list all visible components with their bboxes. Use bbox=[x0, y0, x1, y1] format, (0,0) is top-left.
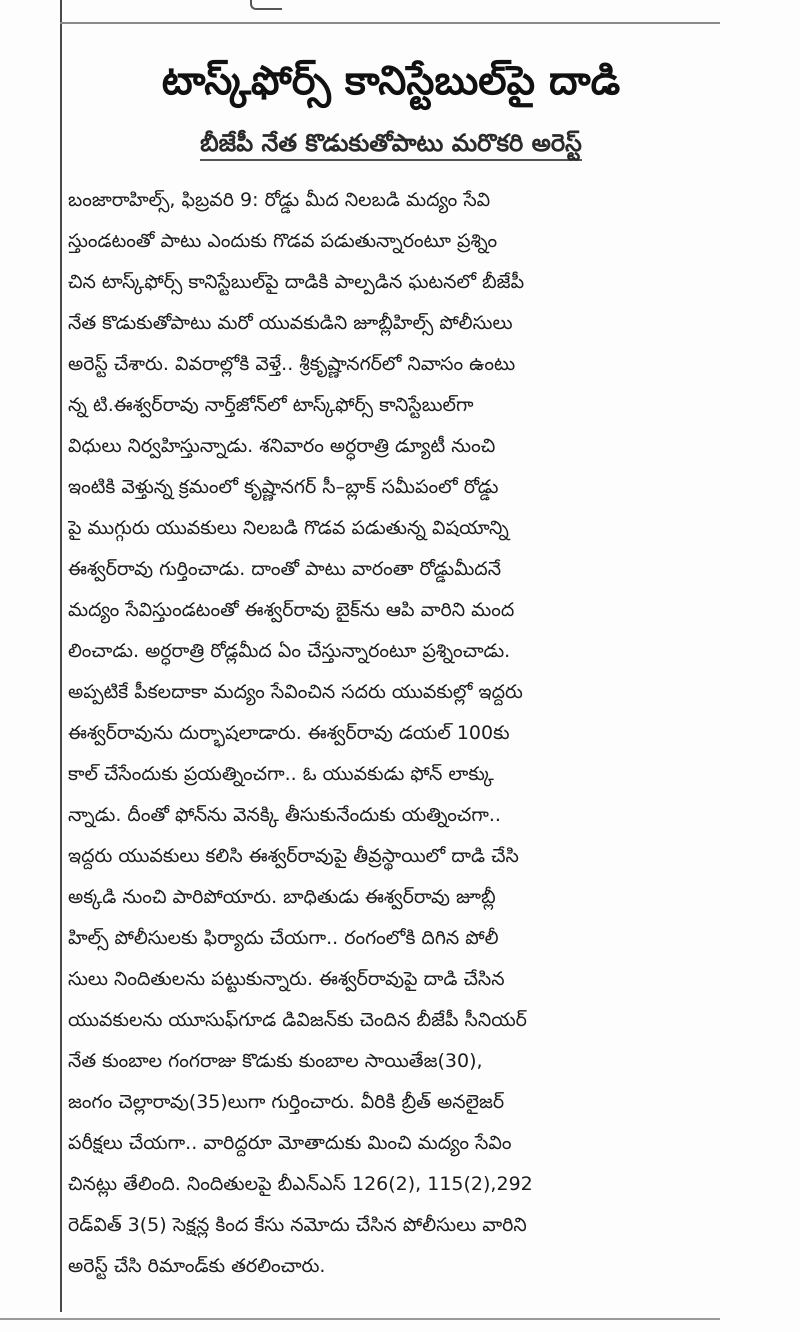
bottom-divider bbox=[0, 1318, 720, 1320]
article-body-line: అరెస్ట్ చేసి రిమాండ్‌కు తరలించారు. bbox=[68, 1255, 326, 1277]
article-body-line: ఈశ్వర్‌రావును దుర్భాషలాడారు. ఈశ్వర్‌రావు డయల్ 100కు bbox=[68, 722, 510, 744]
article-body-line: న్నాడు. దీంతో ఫోన్‌ను వెనక్కి తీసుకునేందుకు యత్నించగా.. bbox=[68, 804, 501, 826]
article-body bbox=[68, 180, 716, 1287]
article-body-line: నేత కొడుకుతోపాటు మరో యువకుడిని జూబ్లీహిల్స్ పోలీసులు bbox=[68, 312, 513, 334]
article-body-line: ఇంటికి వెళ్తున్న క్రమంలో కృష్ణానగర్ సీ–బ్లాక్ సమీపంలో రోడ్డు bbox=[68, 476, 499, 498]
article-body-line: చినట్లు తేలింది. నిందితులపై బీఎన్ఎస్ 126(2), 115(2),292 bbox=[68, 1173, 533, 1195]
article-body-line: అక్కడి నుంచి పారిపోయారు. బాధితుడు ఈశ్వర్‌రావు జూబ్లీ bbox=[68, 886, 496, 908]
article-body-line: విధులు నిర్వహిస్తున్నాడు. శనివారం అర్ధరాత్రి డ్యూటీ నుంచి bbox=[68, 435, 496, 457]
article-body-line: అప్పటికే పీకలదాకా మద్యం సేవించిన సదరు యువకుల్లో ఇద్దరు bbox=[68, 681, 523, 703]
article-body-line: పై ముగ్గురు యువకులు నిలబడి గొడవ పడుతున్న విషయాన్ని bbox=[68, 517, 509, 539]
article-body-line: బంజారాహిల్స్, ఫిబ్రవరి 9: రోడ్డు మీద నిలబడి మద్యం సేవి bbox=[68, 189, 491, 211]
article-body-line: యువకులను యూసుఫ్‌గూడ డివిజన్‌కు చెందిన బీజేపీ సీనియర్ bbox=[68, 1009, 527, 1031]
article-headline: టాస్క్‌ఫోర్స్ కానిస్టేబుల్‌పై దాడి bbox=[161, 58, 621, 104]
article-body-line: పరీక్షలు చేయగా.. వారిద్దరూ మోతాదుకు మించి మద్యం సేవిం bbox=[68, 1132, 512, 1154]
article-body-line: రెడ్‌విత్ 3(5) సెక్షన్ల కింద కేసు నమోదు చేసిన పోలీసులు వారిని bbox=[68, 1214, 527, 1236]
article-subheadline bbox=[62, 120, 720, 166]
subheadline-text: బీజేపీ నేత కొడుకుతోపాటు మరొకరి అరెస్ట్ bbox=[200, 129, 582, 161]
article-body-line: న్న టి.ఈశ్వర్‌రావు నార్త్‌జోన్‌లో టాస్క్‌ఫోర్స్ కానిస్టేబుల్‌గా bbox=[68, 394, 474, 416]
article-body-line: సులు నిందితులను పట్టుకున్నారు. ఈశ్వర్‌రావుపై దాడి చేసిన bbox=[68, 968, 505, 990]
article-body-line: కాల్ చేసేందుకు ప్రయత్నించగా.. ఓ యువకుడు ఫోన్ లాక్కు bbox=[68, 763, 494, 785]
article-body-line: లించాడు. అర్ధరాత్రి రోడ్లమీద ఏం చేస్తున్నారంటూ ప్రశ్నించాడు. bbox=[68, 640, 511, 662]
article-body-line: నేత కుంబాల గంగరాజు కొడుకు కుంబాల సాయితేజ(30), bbox=[68, 1050, 483, 1072]
article-body-line: ఈశ్వర్‌రావు గుర్తించాడు. దాంతో పాటు వారంతా రోడ్డుమీదనే bbox=[68, 558, 502, 580]
article-body-line: ఇద్దరు యువకులు కలిసి ఈశ్వర్‌రావుపై తీవ్రస్థాయిలో దాడి చేసి bbox=[68, 845, 519, 867]
article-body-line: మద్యం సేవిస్తుండటంతో ఈశ్వర్‌రావు బైక్‌ను ఆపి వారిని మంద bbox=[68, 599, 515, 621]
article-body-line: చిన టాస్క్‌ఫోర్స్ కానిస్టేబుల్‌పై దాడికి పాల్పడిన ఘటనలో బీజేపీ bbox=[68, 271, 525, 293]
column-divider-left bbox=[60, 0, 62, 1312]
article-body-line: హిల్స్ పోలీసులకు ఫిర్యాదు చేయగా.. రంగంలోకి దిగిన పోలీ bbox=[68, 927, 499, 949]
cropped-text-fragment bbox=[250, 0, 282, 10]
article-body-line: అరెస్ట్ చేశారు. వివరాల్లోకి వెళ్తే.. శ్రీకృష్ణానగర్‌లో నివాసం ఉంటు bbox=[68, 353, 516, 375]
top-divider bbox=[60, 22, 720, 24]
article-body-line: స్తుండటంతో పాటు ఎందుకు గొడవ పడుతున్నారంటూ ప్రశ్నిం bbox=[68, 230, 498, 252]
article-body-line: జంగం చెల్లారావు(35)లుగా గుర్తించారు. వీరికి బ్రీత్ అనలైజర్ bbox=[68, 1091, 505, 1113]
